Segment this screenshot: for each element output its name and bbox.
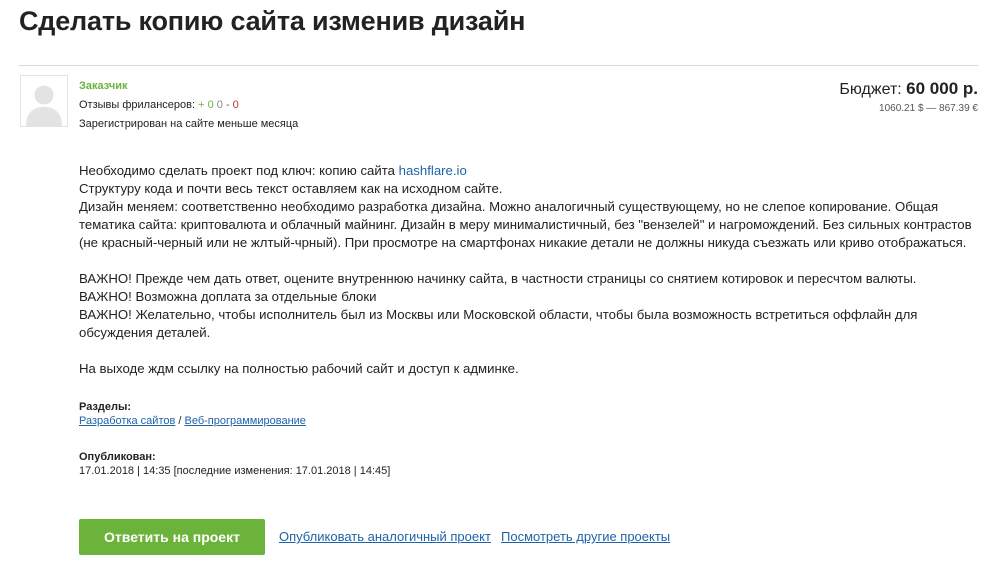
reviews-neutral: 0 xyxy=(216,99,223,111)
view-other-projects-link[interactable]: Посмотреть другие проекты xyxy=(501,529,671,544)
reviews-label: Отзывы фрилансеров: xyxy=(79,99,196,111)
paragraph-gap xyxy=(79,342,974,360)
budget-conversion: 1060.21 $ — 867.39 € xyxy=(879,103,978,114)
description-intro: Необходимо сделать проект под ключ: копию сайта xyxy=(79,163,399,178)
important-note-1: ВАЖНО! Прежде чем дать ответ, оцените внутреннюю начинку сайта, в частности страницы со снятием котировок и пересчтом валюты. xyxy=(79,271,917,286)
important-note-3: ВАЖНО! Желательно, чтобы исполнитель был из Москвы или Московской области, чтобы была возможность встретиться оффлайн для обсуждения деталей. xyxy=(79,307,918,340)
sections-list xyxy=(79,415,306,427)
section-link-web-programming[interactable]: Веб-программирование xyxy=(184,415,306,427)
publish-similar-project-link[interactable]: Опубликовать аналогичный проект xyxy=(279,529,491,544)
sections-label: Разделы: xyxy=(79,401,132,413)
description-line-3: Дизайн меняем: соответственно необходимо разработка дизайна. Можно аналогичный существующему, но не слепое копирование. Общая тематика сайта: криптовалюта и облачный майнинг. Дизайн в меру минималистичный, без "вензелей" и нагромождений. Без сильных контрастов (не красный-черный или не жлтый-чрный). При просмотре на смартфонах никакие детали не должны никуда съезжать или криво отображаться. xyxy=(79,199,972,250)
client-reviews xyxy=(79,98,298,112)
reviews-positive[interactable]: + 0 xyxy=(198,99,214,111)
published-label: Опубликован: xyxy=(79,451,156,463)
client-name-link[interactable]: Заказчик xyxy=(79,80,128,92)
budget-line xyxy=(839,79,978,100)
description-line-2: Структуру кода и почти весь текст оставляем как на исходном сайте. xyxy=(79,181,503,196)
avatar[interactable] xyxy=(20,75,68,127)
page-title: Сделать копию сайта изменив дизайн xyxy=(19,6,526,36)
description-closing: На выходе ждм ссылку на полностью рабочий сайт и доступ к админке. xyxy=(79,361,519,376)
project-description xyxy=(79,162,974,378)
sections-separator: / xyxy=(175,415,185,427)
user-placeholder-icon xyxy=(21,76,67,126)
published-date: 17.01.2018 | 14:35 [последние изменения: 17.01.2018 | 14:45] xyxy=(79,465,391,477)
reply-to-project-button[interactable]: Ответить на проект xyxy=(79,519,265,555)
important-note-2: ВАЖНО! Возможна доплата за отдельные блоки xyxy=(79,289,377,304)
reviews-negative[interactable]: - 0 xyxy=(225,99,239,111)
section-link-web-development[interactable]: Разработка сайтов xyxy=(79,415,176,427)
header-divider xyxy=(19,65,978,66)
paragraph-gap xyxy=(79,252,974,270)
reference-site-link[interactable]: hashflare.io xyxy=(398,163,467,178)
client-info xyxy=(79,79,298,131)
registration-status: Зарегистрирован на сайте меньше месяца xyxy=(79,118,299,130)
description-line-1 xyxy=(79,162,974,180)
sections-block xyxy=(79,400,306,428)
published-block xyxy=(79,450,390,478)
budget-label: Бюджет: xyxy=(839,81,902,98)
budget-block xyxy=(839,79,978,116)
budget-value: 60 000 р. xyxy=(906,79,978,98)
